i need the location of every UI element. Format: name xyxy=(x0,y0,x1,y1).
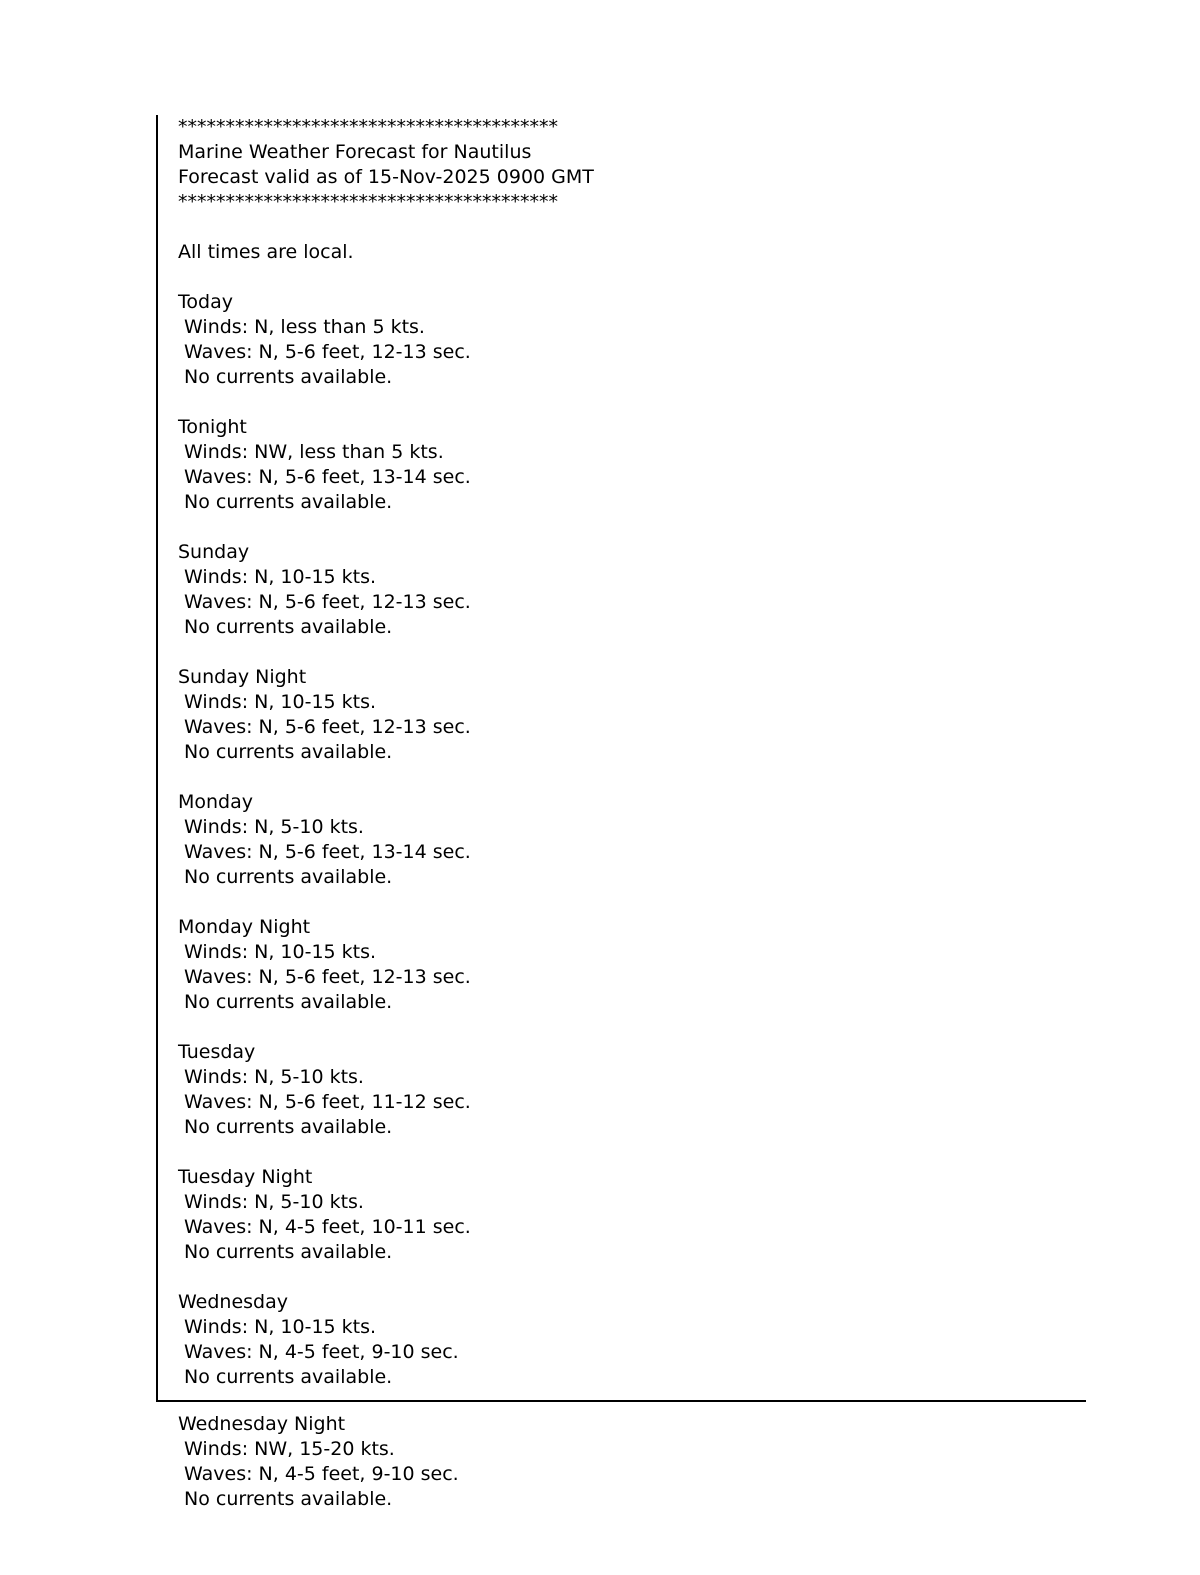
blank-line xyxy=(178,640,1086,665)
section-title: Today xyxy=(178,291,233,313)
section-line: No currents available. xyxy=(178,366,393,388)
blank-line xyxy=(178,215,1086,240)
section-title: Wednesday Night xyxy=(178,1413,346,1435)
section-line: Winds: N, 5-10 kts. xyxy=(178,816,364,838)
blank-line xyxy=(178,515,1086,540)
blank-line xyxy=(178,390,1086,415)
section-title: Wednesday xyxy=(178,1291,289,1313)
section-line: No currents available. xyxy=(178,741,393,763)
section-title: Tuesday xyxy=(178,1041,256,1063)
forecast-title: Marine Weather Forecast for Nautilus xyxy=(178,141,532,163)
section-title: Tuesday Night xyxy=(178,1166,313,1188)
forecast-page xyxy=(156,115,1086,1512)
blank-line xyxy=(178,890,1086,915)
section-title: Tonight xyxy=(178,416,247,438)
note-all-times-local: All times are local. xyxy=(178,241,354,263)
section-line: Waves: N, 5-6 feet, 12-13 sec. xyxy=(178,341,471,363)
section-line: Winds: N, 5-10 kts. xyxy=(178,1066,364,1088)
section-line: Waves: N, 5-6 feet, 12-13 sec. xyxy=(178,966,471,988)
section-line: Waves: N, 5-6 feet, 11-12 sec. xyxy=(178,1091,471,1113)
blank-line xyxy=(178,1140,1086,1165)
section-line: Waves: N, 4-5 feet, 9-10 sec. xyxy=(178,1463,459,1485)
section-line: Winds: N, 10-15 kts. xyxy=(178,941,377,963)
section-line: Winds: N, 10-15 kts. xyxy=(178,566,377,588)
section-line: Waves: N, 5-6 feet, 12-13 sec. xyxy=(178,591,471,613)
section-line: Waves: N, 4-5 feet, 10-11 sec. xyxy=(178,1216,471,1238)
section-title: Sunday xyxy=(178,541,250,563)
blank-line xyxy=(178,1015,1086,1040)
section-line: Winds: NW, 15-20 kts. xyxy=(178,1438,395,1460)
section-line: Winds: N, 10-15 kts. xyxy=(178,691,377,713)
divider-bottom: **************************************** xyxy=(178,191,558,213)
section-line: No currents available. xyxy=(178,491,393,513)
section-title: Sunday Night xyxy=(178,666,307,688)
forecast-quote-box xyxy=(156,115,1086,1402)
section-title: Monday xyxy=(178,791,254,813)
section-line: No currents available. xyxy=(178,1241,393,1263)
blank-line xyxy=(178,765,1086,790)
section-line: Winds: N, 5-10 kts. xyxy=(178,1191,364,1213)
forecast-validity: Forecast valid as of 15-Nov-2025 0900 GMT xyxy=(178,166,594,188)
forecast-sections-continued xyxy=(156,1402,1086,1512)
section-title: Monday Night xyxy=(178,916,311,938)
section-line: Winds: N, 10-15 kts. xyxy=(178,1316,377,1338)
section-line: No currents available. xyxy=(178,616,393,638)
section-line: No currents available. xyxy=(178,1366,393,1388)
blank-line xyxy=(178,1265,1086,1290)
blank-line xyxy=(178,265,1086,290)
section-line: No currents available. xyxy=(178,866,393,888)
forecast-sections xyxy=(178,265,1086,1390)
section-line: No currents available. xyxy=(178,991,393,1013)
section-line: Winds: N, less than 5 kts. xyxy=(178,316,425,338)
section-line: No currents available. xyxy=(178,1116,393,1138)
section-line: Waves: N, 5-6 feet, 13-14 sec. xyxy=(178,466,471,488)
divider-top: **************************************** xyxy=(178,116,558,138)
section-line: Waves: N, 5-6 feet, 13-14 sec. xyxy=(178,841,471,863)
section-line: Waves: N, 4-5 feet, 9-10 sec. xyxy=(178,1341,459,1363)
section-line: Winds: NW, less than 5 kts. xyxy=(178,441,444,463)
section-line: No currents available. xyxy=(178,1488,393,1510)
section-line: Waves: N, 5-6 feet, 12-13 sec. xyxy=(178,716,471,738)
